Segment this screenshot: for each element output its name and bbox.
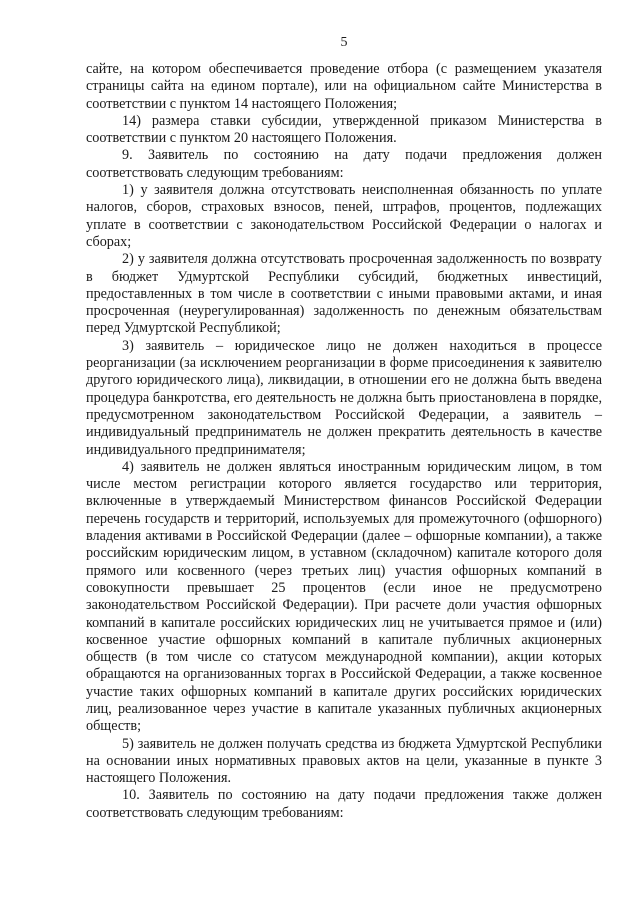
paragraph-requirement-5: 5) заявитель не должен получать средства из бюджета Удмуртской Республики на основании иных нормативных правовых актов на цели, указанные в пункте 3 настоящего Положения. — [86, 735, 602, 787]
paragraph-requirement-4: 4) заявитель не должен являться иностранным юридическим лицом, в том числе местом регистрации которого является государство или территория, включенные в утверждаемый Министерством финансов Российской Федерации перечень государств и территорий, используемых для промежуточного (офшорного) владения активами в Российской Федерации (далее – офшорные компании), а также российским юридическим лицом, в уставном (складочном) капитале которого доля прямого или косвенного (через третьих лиц) участия офшорных компаний в совокупности превышает 25 процентов (если иное не предусмотрено законодательством Российской Федерации). При расчете доли участия офшорных компаний в капитале российских юридических лиц не учитывается прямое и (или) косвенное участие офшорных компаний в капитале публичных акционерных обществ (в том числе со статусом международной компании), акции которых обращаются на организованных торгах в Российской Федерации, а также косвенное участие таких офшорных компаний в капитале других российских юридических лиц, реализованное через участие в капитале указанных публичных акционерных обществ; — [86, 458, 602, 735]
paragraph-requirement-2: 2) у заявителя должна отсутствовать просроченная задолженность по возврату в бюджет Удмуртской Республики субсидий, бюджетных инвестиций, предоставленных в том числе в соответствии с иными правовыми актами, и иная просроченная (неурегулированная) задолженность по денежным обязательствам перед Удмуртской Республикой; — [86, 251, 602, 337]
paragraph-portal-continuation: сайте, на котором обеспечивается проведение отбора (с размещением указателя страницы сайта на едином портале), или на официальном сайте Министерства в соответствии с пунктом 14 настоящего Положения; — [86, 61, 602, 112]
paragraph-requirement-3: 3) заявитель – юридическое лицо не должен находиться в процессе реорганизации (за исключением реорганизации в форме присоединения к заявителю другого юридического лица), ликвидации, в отношении его не должна быть введена процедура банкротства, его деятельность не должна быть приостановлена в порядке, предусмотренном законодательством Российской Федерации, а заявитель – индивидуальный предприниматель не должен прекратить деятельность в качестве индивидуального предпринимателя; — [86, 337, 602, 458]
page-number: 5 — [340, 35, 348, 50]
paragraph-clause-9: 9. Заявитель по состоянию на дату подачи предложения должен соответствовать следующим требованиям: — [86, 147, 602, 181]
paragraph-requirement-1: 1) у заявителя должна отсутствовать неисполненная обязанность по уплате налогов, сборов, страховых взносов, пеней, штрафов, процентов, подлежащих уплате в соответствии с законодательством Российской Федерации о налогах и сборах; — [86, 182, 602, 250]
paragraph-clause-10: 10. Заявитель по состоянию на дату подачи предложения также должен соответствовать следующим требованиям: — [86, 787, 602, 821]
document-page — [86, 34, 602, 822]
paragraph-item-14: 14) размера ставки субсидии, утвержденной приказом Министерства в соответствии с пунктом 20 настоящего Положения. — [86, 112, 602, 147]
